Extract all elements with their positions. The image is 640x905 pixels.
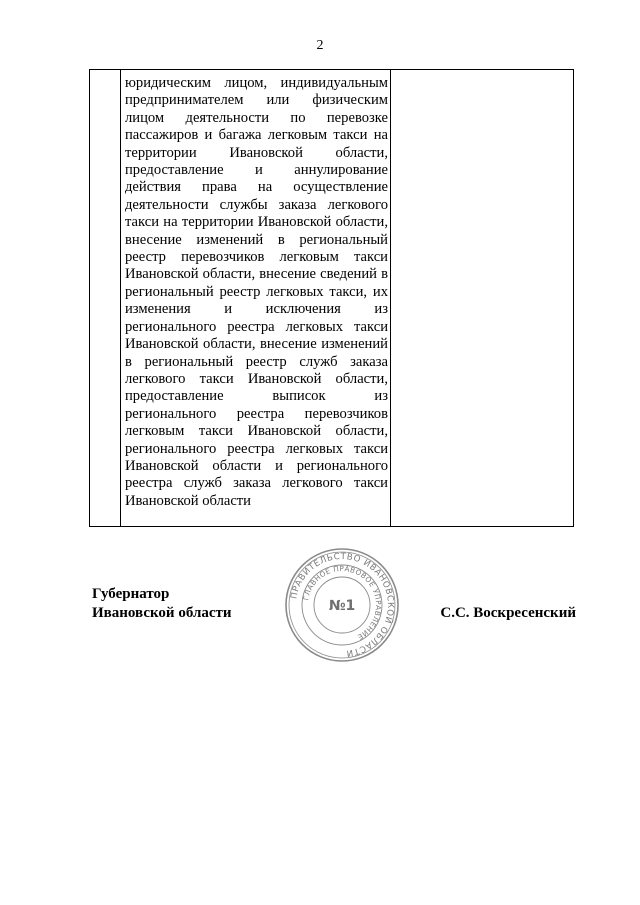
signatory-name: С.С. Воскресенский — [440, 605, 576, 621]
stamp-inner-text: ГЛАВНОЕ ПРАВОВОЕ УПРАВЛЕНИЕ — [301, 563, 384, 642]
page-number: 2 — [316, 38, 324, 53]
stamp-outer-text: ПРАВИТЕЛЬСТВО ИВАНОВСКОЙ ОБЛАСТИ — [289, 551, 396, 658]
stamp-number: №1 — [328, 598, 356, 614]
content-table — [89, 69, 574, 527]
signatory-title-line1: Губернатор — [92, 586, 170, 602]
column-divider-2 — [390, 70, 391, 526]
signatory-title — [92, 585, 232, 623]
signatory-title-line2: Ивановской области — [92, 605, 232, 621]
column-divider-1 — [120, 70, 121, 526]
official-stamp — [282, 545, 402, 665]
table-cell-text: юридическим лицом, индивидуальным предпринимателем или физическим лицом деятельности по перевозке пассажиров и багажа легковым такси на территории Ивановской области, предоставление и аннулирование действия права на осуществление деятельности службы заказа легкового такси на территории Ивановской области, внесение изменений в региональный реестр перевозчиков легковым такси Ивановской области, внесение сведений в региональный реестр легковых такси, их изменения и исключения из регионального реестра легковых такси Ивановской области, внесение изменений в региональный реестр служб заказа легкового такси Ивановской области, предоставление выписок из регионального реестра перевозчиков легковым такси Ивановской области, регионального реестра легковых такси Ивановской области и регионального реестра служб заказа легкового такси Ивановской области — [125, 75, 388, 509]
